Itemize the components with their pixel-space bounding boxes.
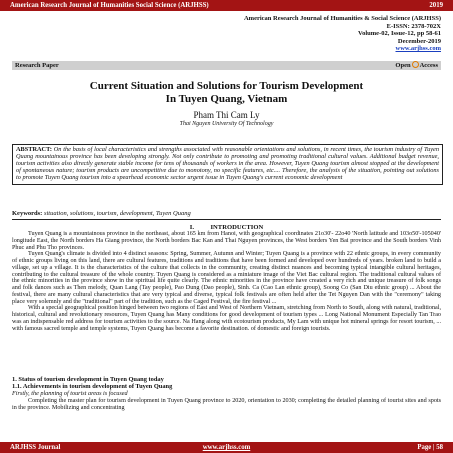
abstract-label: ABSTRACT: xyxy=(16,146,52,153)
title-line-1: Current Situation and Solutions for Tourism Development xyxy=(89,80,364,92)
journal-volume: Volume-02, Issue-12, pp 58-61 xyxy=(357,30,441,38)
footer-page-number: Page | 58 xyxy=(417,444,443,451)
keywords-label: Keywords: xyxy=(12,210,43,217)
top-banner xyxy=(0,0,453,11)
intro-paragraph-3: With a special geographical position hinged between two regions of East and West of Northern Vietnam, stretching from North to South, along with natural, traditional, historical, cultural and revolutionary resources, Tuyen Quang has Many conditions for good development of tourism types ... Long National Monument Especially Tan Trao was an indispensable red address for tourism activities to the source. Na Hang along with ecotourism products, My Lam with unique hot mineral springs for resort tourism, ... with famous sacred temple and temple systems, Tuyen Quang has become a favorite destination. of domestic and foreign tourists. xyxy=(12,305,441,332)
keywords-line xyxy=(12,210,441,218)
intro-paragraph-1: Tuyen Quang is a mountainous province in the northeast, about 165 km from Hanoi, with geographical coordinates 21o30'- 22o40 'North latitude and 103o50'-105040' longitude East, the North borders Ha Giang province, the North borders Bac Kan and Thai Nguyen provinces, the West borders Yen Bai province and the South borders Vinh Phuc and Phu Tho provinces. xyxy=(12,231,441,251)
footer-journal: ARJHSS Journal xyxy=(10,444,61,451)
intro-paragraph-2: Tuyen Quang's climate is divided into 4 distinct seasons: Spring, Summer, Autumn and Winter; Tuyen Quang is a province with 22 ethnic groups, in every community of ethnic groups living on this land, there are cultural features, traditions and traditions that have been formed and developed over hundreds of years. broken land to build a village, set up a village. It is the characteristics of the culture that collects in the community, creating distinct nuances and becoming typical intangible cultural heritages, contributing to the cultural treasure of the whole country. Tuyen Quang is considered as a miniature image of the Viet Bac cultural region. The traditional cultural values of the ethnic minorities in the province show in the spiritual life quite clearly. The ethnic minorities in the province have created a very rich and unique treasure of folk songs and folk dances such as Then melody, Quan Lang (Tay people), Pao Dung (Dao people), Sinh. Ca (Cao Lan ethnic group), Soong Co (San Diu ethnic group) ... About the festival, there are many cultural characteristics that are very typical and diverse, typical folk festivals are often held after the Tet Nguyen Dan with the "ceremony" taking place very solemnly and the "traditional" part of the tradition, such as the Caged Festival, the fire festival ... xyxy=(12,251,441,305)
journal-name: American Research Journal of Humanities & Social Science (ARJHSS) xyxy=(243,15,441,22)
open-access-badge xyxy=(395,61,438,70)
abstract-box xyxy=(12,144,443,185)
subsection-heading-achievements: 1.1. Achievements in tourism development of Tuyen Quang xyxy=(12,383,173,390)
article-title xyxy=(20,80,433,105)
subsection-heading-planning: Firstly, the planning of tourist areas is focused xyxy=(12,390,128,397)
banner-journal-title: American Research Journal of Humanities Social Science (ARJHSS) xyxy=(10,2,209,9)
planning-body xyxy=(12,398,441,412)
introduction-body xyxy=(12,231,441,332)
open-access-pre: Open xyxy=(395,62,411,69)
keywords-divider xyxy=(12,219,441,220)
author-affiliation: Thai Nguyen University Of Technology xyxy=(179,121,274,127)
journal-date: December-2019 xyxy=(397,37,441,45)
keywords-text: situation, solutions, tourism, development, Tuyen Quang xyxy=(43,210,191,217)
paper-type-band xyxy=(12,61,441,70)
subsection-heading-status: 1. Status of tourism development in Tuyen Quang today xyxy=(12,376,164,383)
open-access-post: Access xyxy=(419,62,438,69)
banner-year: 2019 xyxy=(429,2,443,9)
planning-paragraph-1: Completing the master plan for tourism development in Tuyen Quang province to 2020, orientation to 2030; completing the detailed planning of tourist sites and spots in the province. Mobilizing and concentrating xyxy=(12,398,441,411)
section-heading-introduction: I. INTRODUCTION xyxy=(189,224,264,231)
title-line-2: In Tuyen Quang, Vietnam xyxy=(165,92,288,105)
footer-banner xyxy=(0,442,453,453)
author-name: Pham Thi Cam Ly xyxy=(193,110,260,120)
paper-type-label: Research Paper xyxy=(15,62,59,69)
footer-website-link[interactable]: www.arjhss.com xyxy=(202,444,251,451)
abstract-text: On the basis of local characteristics and strengths associated with reasonable orientations and solutions, in recent times, the tourism industry of Tuyen Quang mountainous province has been developing strongly. Not only contribute to promoting and promoting traditional cultural values. Additional budget revenue, tourism activities also directly generate stable income for tens of thousands of workers in the area. However, Tuyen Quang tourism almost stopped at the development of spontaneous nature; tourism products are uncompetitive due to monotony, no specific features, etc.... Therefore, the analysis of the situation, pointing out solutions to promote Tuyen Quang tourism into a spearhead economic sector urgent issue in Tuyen Quang's current economic development xyxy=(16,146,439,181)
journal-issn: E-ISSN: 2378-702X xyxy=(386,22,441,30)
journal-header xyxy=(244,15,441,53)
open-access-lock-icon xyxy=(412,61,419,68)
journal-website-link[interactable]: www.arjhss.com xyxy=(395,45,441,53)
